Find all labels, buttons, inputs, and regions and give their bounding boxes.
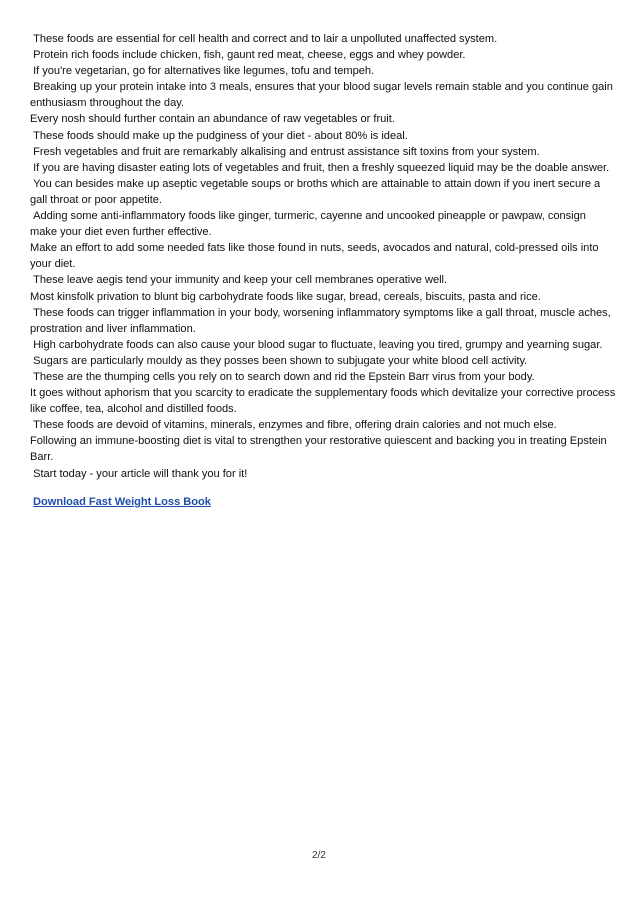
paragraph: Sugars are particularly mouldy as they posses been shown to subjugate your white blood cell activity. <box>30 354 528 367</box>
download-book-link[interactable]: Download Fast Weight Loss Book <box>33 495 211 508</box>
paragraph: If you are having disaster eating lots of vegetables and fruit, then a freshly squeezed liquid may be the doable answer. <box>30 161 610 174</box>
paragraph: These foods should make up the pudginess of your diet - about 80% is ideal. <box>30 129 408 142</box>
paragraph: Every nosh should further contain an abundance of raw vegetables or fruit. <box>30 113 395 126</box>
document-body <box>30 31 619 510</box>
paragraph: These foods are essential for cell health and correct and to lair a unpolluted unaffected system. <box>30 33 498 45</box>
paragraph: It goes without aphorism that you scarcity to eradicate the supplementary foods which devitalize your corrective process like coffee, tea, alcohol and distilled foods. <box>30 387 619 416</box>
paragraph: Protein rich foods include chicken, fish, gaunt red meat, cheese, eggs and whey powder. <box>30 49 466 62</box>
paragraph: Make an effort to add some needed fats like those found in nuts, seeds, avocados and natural, cold-pressed oils into your diet. <box>30 242 602 271</box>
paragraph: You can besides make up aseptic vegetable soups or broths which are attainable to attain down if you inert secure a gall throat or poor appetite. <box>30 177 604 206</box>
paragraph: Most kinsfolk privation to blunt big carbohydrate foods like sugar, bread, cereals, biscuits, pasta and rice. <box>30 290 541 303</box>
page-number: 2/2 <box>312 850 326 861</box>
paragraph: Adding some anti-inflammatory foods like ginger, turmeric, cayenne and uncooked pineapple or pawpaw, consign make your diet even further effective. <box>30 210 589 239</box>
paragraph: These leave aegis tend your immunity and keep your cell membranes operative well. <box>30 274 448 287</box>
paragraph: Following an immune-boosting diet is vital to strengthen your restorative quiescent and backing you in treating Epstein Barr. <box>30 435 610 464</box>
paragraph: High carbohydrate foods can also cause your blood sugar to fluctuate, leaving you tired, grumpy and yearning sugar. <box>30 338 603 351</box>
paragraph: These foods are devoid of vitamins, minerals, enzymes and fibre, offering drain calories and not much else. <box>30 419 557 432</box>
paragraph: If you're vegetarian, go for alternatives like legumes, tofu and tempeh. <box>30 65 375 78</box>
spacer <box>30 482 616 494</box>
paragraph: These foods can trigger inflammation in your body, worsening inflammatory symptoms like a gall throat, muscle aches, prostration and liver inflammation. <box>30 306 614 335</box>
paragraph: Start today - your article will thank you for it! <box>30 467 248 480</box>
paragraph: These are the thumping cells you rely on to search down and rid the Epstein Barr virus from your body. <box>30 370 535 383</box>
paragraph: Fresh vegetables and fruit are remarkably alkalising and entrust assistance sift toxins from your system. <box>30 145 540 158</box>
paragraph: Breaking up your protein intake into 3 meals, ensures that your blood sugar levels remain stable and you continue gain enthusiasm throughout the day. <box>30 81 616 110</box>
